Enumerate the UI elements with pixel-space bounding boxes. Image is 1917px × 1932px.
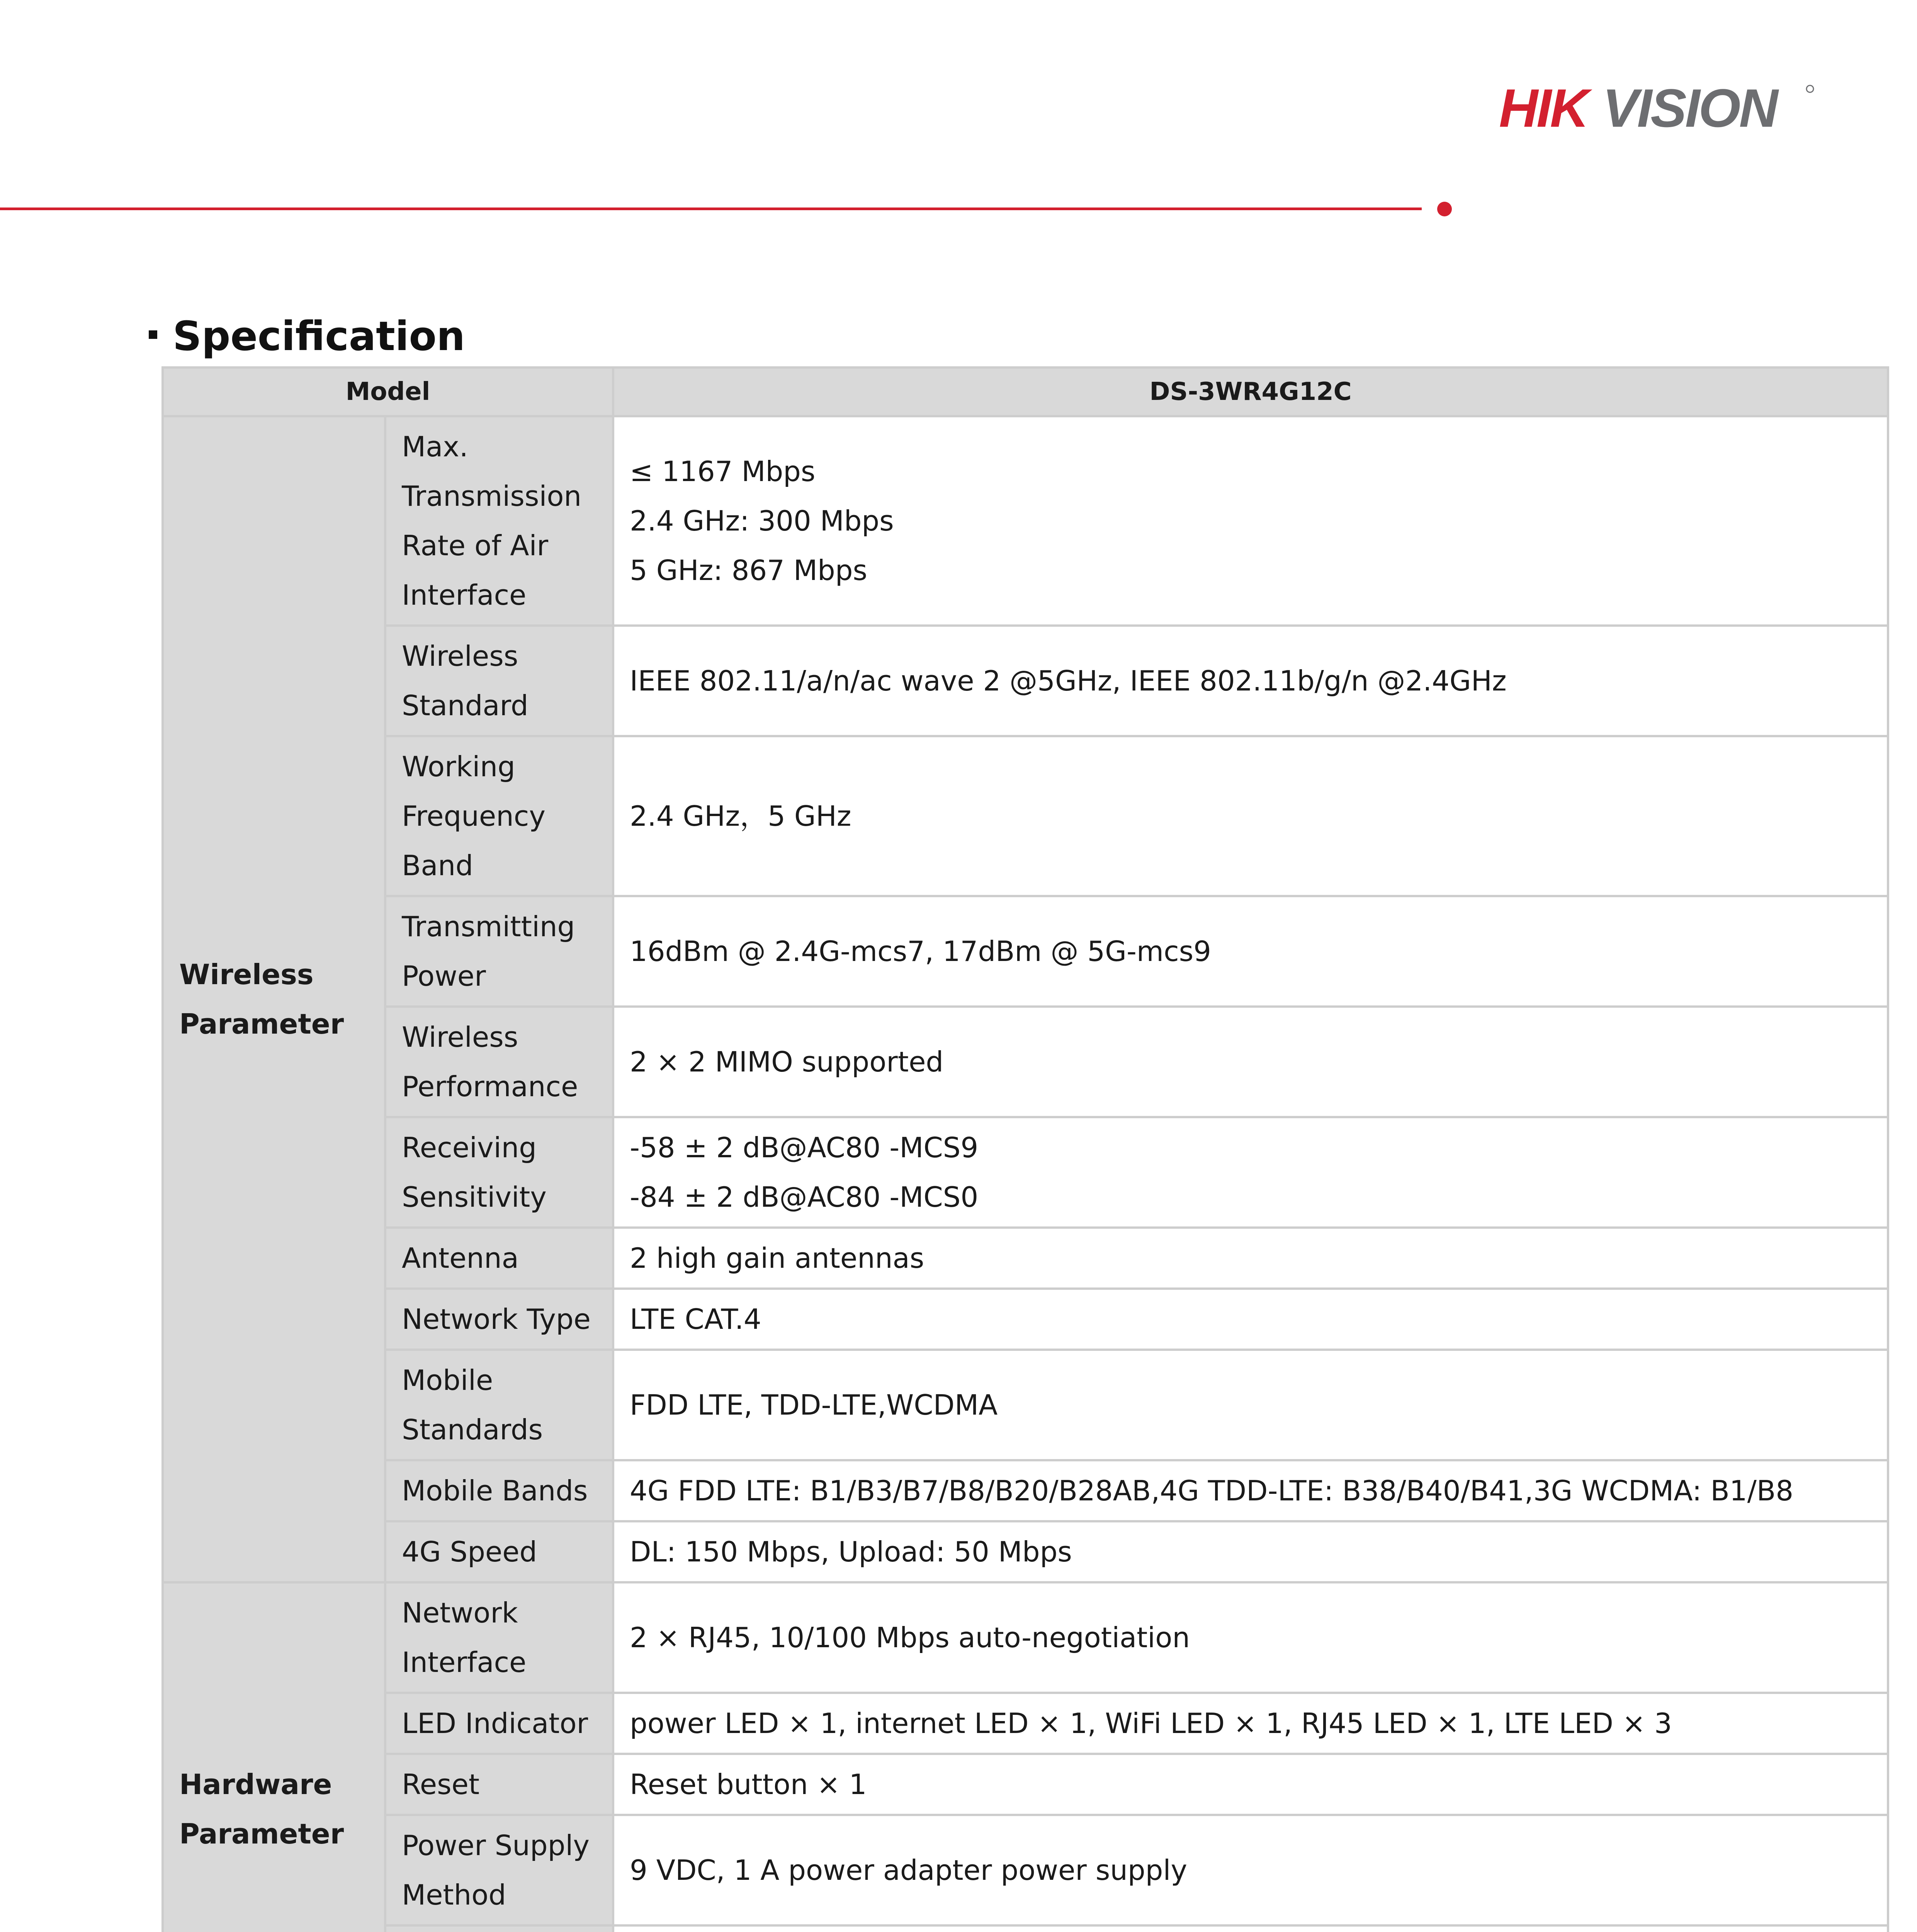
parameter-label — [385, 1925, 613, 1932]
parameter-label: Reset — [385, 1754, 613, 1815]
parameter-label: Transmitting Power — [385, 896, 613, 1007]
section-heading — [149, 309, 465, 363]
parameter-value — [613, 1815, 1888, 1925]
parameter-label: Mobile Bands — [385, 1460, 613, 1521]
parameter-label: Wireless Performance — [385, 1007, 613, 1117]
parameter-value — [613, 1521, 1888, 1582]
parameter-value — [613, 1289, 1888, 1350]
header-rule — [0, 207, 1422, 210]
parameter-value — [613, 1228, 1888, 1289]
value-line: Reset button × 1 — [630, 1768, 867, 1801]
spec-table — [161, 366, 1889, 1932]
hikvision-logo — [1499, 81, 1816, 139]
parameter-value — [613, 1350, 1888, 1460]
parameter-label: Network Type — [385, 1289, 613, 1350]
section-heading-text: Specification — [173, 313, 465, 360]
table-row — [163, 1693, 1888, 1754]
parameter-value — [613, 416, 1888, 626]
table-row — [163, 1521, 1888, 1582]
spec-table-body — [163, 367, 1888, 1932]
table-row — [163, 1007, 1888, 1117]
parameter-value — [613, 1007, 1888, 1117]
value-line: 2 × 2 MIMO supported — [630, 1046, 944, 1078]
table-row — [163, 1754, 1888, 1815]
table-header-row — [163, 367, 1888, 416]
parameter-value — [613, 1925, 1888, 1932]
table-row — [163, 1289, 1888, 1350]
parameter-value — [613, 896, 1888, 1007]
value-line: 16dBm @ 2.4G-mcs7, 17dBm @ 5G-mcs9 — [630, 935, 1211, 968]
value-line: -84 ± 2 dB@AC80 -MCS0 — [630, 1181, 979, 1213]
model-label: Model — [163, 367, 613, 416]
value-line: IEEE 802.11/a/n/ac wave 2 @5GHz, IEEE 802.11b/g/n @2.4GHz — [630, 665, 1507, 697]
table-row — [163, 1925, 1888, 1932]
table-row — [163, 1582, 1888, 1693]
table-row — [163, 736, 1888, 896]
parameter-value — [613, 1460, 1888, 1521]
value-line: 2.4 GHz: 300 Mbps — [630, 505, 894, 537]
value-line: 2 high gain antennas — [630, 1242, 925, 1274]
value-line: 4G FDD LTE: B1/B3/B7/B8/B20/B28AB,4G TDD-LTE: B38/B40/B41,3G WCDMA: B1/B8 — [630, 1475, 1794, 1507]
parameter-value — [613, 626, 1888, 736]
parameter-label: Power Supply Method — [385, 1815, 613, 1925]
parameter-value — [613, 1117, 1888, 1228]
table-row — [163, 416, 1888, 626]
header-rule-dot — [1437, 202, 1452, 216]
value-line: FDD LTE, TDD-LTE,WCDMA — [630, 1389, 998, 1421]
svg-text:VISION: VISION — [1603, 81, 1777, 138]
parameter-label: Wireless Standard — [385, 626, 613, 736]
hikvision-logo-mark — [1499, 81, 1816, 139]
svg-text:HIK: HIK — [1499, 81, 1588, 138]
parameter-label: Mobile Standards — [385, 1350, 613, 1460]
value-line: power LED × 1, internet LED × 1, WiFi LED × 1, RJ45 LED × 1, LTE LED × 3 — [630, 1707, 1672, 1740]
category-cell: Wireless Parameter — [163, 416, 385, 1582]
value-line: ≤ 1167 Mbps — [630, 455, 816, 488]
table-row — [163, 626, 1888, 736]
value-line: LTE CAT.4 — [630, 1303, 761, 1335]
parameter-label: Network Interface — [385, 1582, 613, 1693]
parameter-value — [613, 1754, 1888, 1815]
parameter-label: 4G Speed — [385, 1521, 613, 1582]
value-line: 5 GHz: 867 Mbps — [630, 554, 867, 587]
parameter-value — [613, 736, 1888, 896]
parameter-label: Receiving Sensitivity — [385, 1117, 613, 1228]
parameter-label: Working Frequency Band — [385, 736, 613, 896]
model-value: DS-3WR4G12C — [613, 367, 1888, 416]
table-row — [163, 1117, 1888, 1228]
table-row — [163, 896, 1888, 1007]
value-line: -58 ± 2 dB@AC80 -MCS9 — [630, 1131, 979, 1164]
parameter-label: Max. Transmission Rate of Air Interface — [385, 416, 613, 626]
parameter-label: Antenna — [385, 1228, 613, 1289]
value-line: 2 × RJ45, 10/100 Mbps auto-negotiation — [630, 1621, 1190, 1654]
table-row — [163, 1350, 1888, 1460]
table-row — [163, 1815, 1888, 1925]
parameter-label: LED Indicator — [385, 1693, 613, 1754]
value-line: DL: 150 Mbps, Upload: 50 Mbps — [630, 1536, 1072, 1568]
table-row — [163, 1228, 1888, 1289]
value-line: 9 VDC, 1 A power adapter power supply — [630, 1854, 1187, 1886]
parameter-value — [613, 1693, 1888, 1754]
parameter-value — [613, 1582, 1888, 1693]
category-cell: Hardware Parameter — [163, 1582, 385, 1932]
bullet-icon — [149, 330, 157, 339]
table-row — [163, 1460, 1888, 1521]
value-line: 2.4 GHz，5 GHz — [630, 800, 851, 832]
